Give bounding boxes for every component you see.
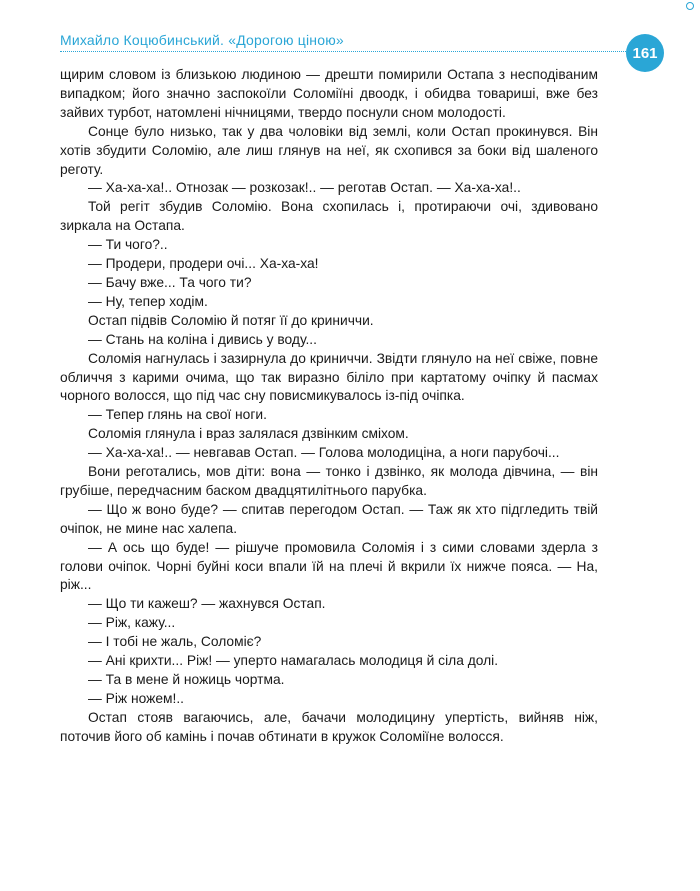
paragraph: — Що ти кажеш? — жахнувся Остап. [88, 596, 326, 612]
paragraph: — Ха-ха-ха!.. Отнозак — розкозак!.. — реготав Остап. — Ха-ха-ха!.. [88, 180, 521, 196]
paragraph: — Тепер глянь на свої ноги. [88, 407, 267, 423]
paragraph: — Ха-ха-ха!.. — невгавав Остап. — Голова молодиціна, а ноги парубочі... [88, 445, 560, 461]
paragraph: Соломія нагнулась і зазирнула до криниччи. Звідти глянуло на неї свіже, повне обличчя з карими очима, що так виразно біліло при картатому очіпку й пасмах чорного волосся, що під час сну повисмикувалось із-під очіпка. [60, 350, 598, 404]
paragraph: — А ось що буде! — рішуче промовила Соломія і з сими словами здерла з голови очіпок. Чорні буйні коси впали їй на плечі й вкрили їх нижче пояса. — На, ріж... [60, 539, 598, 593]
paragraph: — Ти чого?.. [88, 237, 168, 253]
paragraph: — Ну, тепер ходім. [88, 293, 208, 309]
paragraph: — Продери, продери очі... Ха-ха-ха! [88, 256, 319, 272]
paragraph: Соломія глянула і враз залялася дзвінким сміхом. [88, 426, 409, 442]
paragraph: — Бачу вже... Та чого ти? [88, 274, 252, 290]
paragraph: — Ріж ножем!.. [88, 690, 184, 706]
paragraph: Остап підвів Соломію й потяг її до криниччи. [88, 312, 374, 328]
paragraph: щирим словом із близькою людиною — дрешти помирили Остапа з несподіваним випадком; його значно заспокоїли Соломіїні двоодк, і обидва товариші, вже без зайвих турбот, натомлені нічницями, твердо поснули сном молодості. [60, 67, 598, 120]
corner-logo [686, 2, 694, 10]
paragraph: — Ріж, кажу... [88, 615, 176, 631]
paragraph: Сонце було низько, так у два чоловіки від землі, коли Остап прокинувся. Він хотів збудити Соломію, але лиш глянув на неї, як схопився за боки від шаленого реготу. [60, 123, 598, 177]
body-text [60, 66, 598, 747]
logo-icon [686, 2, 694, 10]
paragraph: — І тобі не жаль, Соломіє? [88, 634, 262, 650]
paragraph: — Стань на коліна і дивись у воду... [88, 331, 317, 347]
paragraph: — Та в мене й ножиць чортма. [88, 672, 285, 687]
paragraph: — Що ж воно буде? — спитав перегодом Остап. — Таж як хто підгледить твій очіпок, не мине нас халепа. [60, 501, 598, 536]
running-header [60, 30, 644, 54]
page-number-badge: 161 [626, 34, 664, 72]
paragraph: Вони реготались, мов діти: вона — тонко і дзвінко, як молода дівчина, — він грубіше, передчасним баском двадцятилітнього парубка. [60, 464, 598, 498]
paragraph: Той регіт збудив Соломію. Вона схопилась і, протираючи очі, здивовано зиркала на Остапа. [60, 199, 598, 234]
paragraph: — Ані крихти... Ріж! — уперто намагалась молодиця й сіла долі. [88, 653, 499, 669]
paragraph: Остап стояв вагаючись, але, бачачи молодицину упертість, вийняв ніж, поточив його об камінь і почав обтинати в кружок Соломіїне волосся. [60, 709, 598, 744]
header-rule [60, 51, 634, 52]
header-title: Михайло Коцюбинський. «Дорогою ціною» [60, 32, 344, 48]
